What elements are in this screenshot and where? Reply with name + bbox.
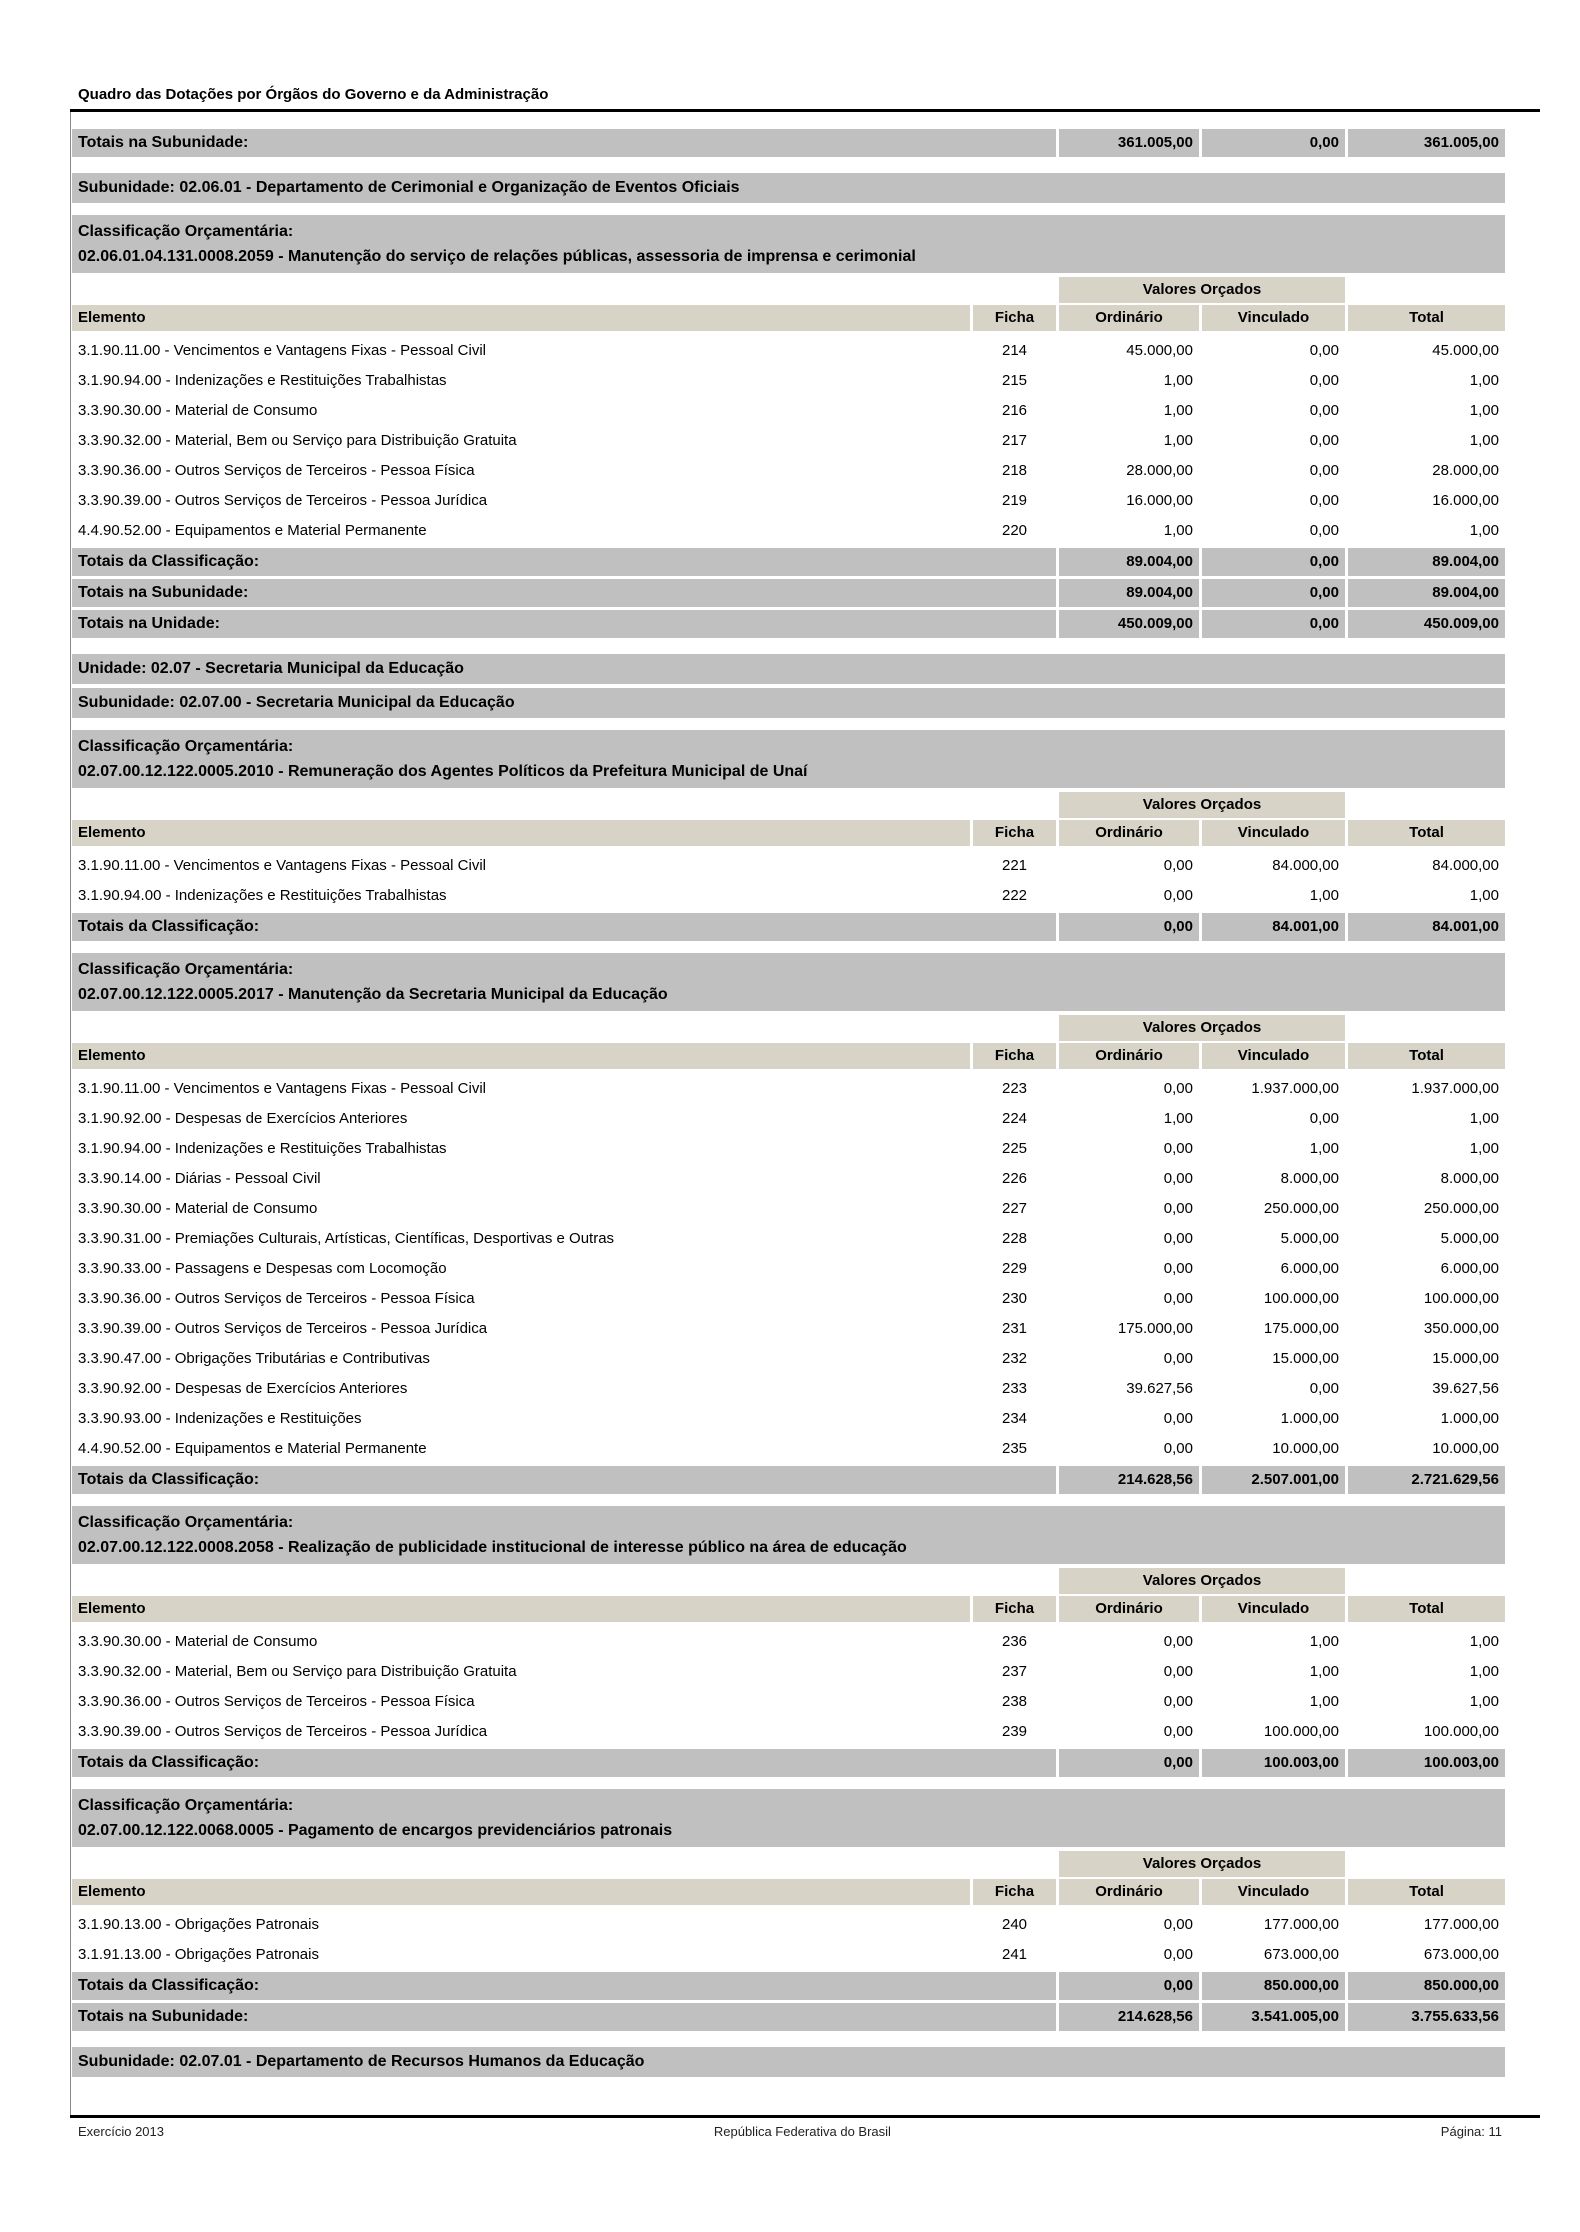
classification-label: Classificação Orçamentária: xyxy=(78,738,294,755)
row-vinculado: 15.000,00 xyxy=(1202,1344,1345,1374)
row-ficha: 230 xyxy=(973,1284,1056,1314)
classification-code: 02.06.01.04.131.0008.2059 - Manutenção do serviço de relações públicas, assessoria de imprensa e cerimonial xyxy=(78,248,916,265)
classification-block xyxy=(72,730,1505,788)
row-elemento: 3.3.90.36.00 - Outros Serviços de Terceiros - Pessoa Física xyxy=(72,456,970,486)
valores-orcados-band xyxy=(72,792,1505,818)
section-bar: Subunidade: 02.06.01 - Departamento de Cerimonial e Organização de Eventos Oficiais xyxy=(72,173,1505,203)
table-row xyxy=(72,1374,1505,1404)
row-total: 6.000,00 xyxy=(1348,1254,1505,1284)
row-vinculado: 6.000,00 xyxy=(1202,1254,1345,1284)
row-total: 5.000,00 xyxy=(1348,1224,1505,1254)
totals-vinculado-value: 3.541.005,00 xyxy=(1202,2003,1345,2031)
table-header-row xyxy=(72,1879,1505,1905)
totals-ordinario-value: 0,00 xyxy=(1059,913,1199,941)
row-elemento: 3.3.90.30.00 - Material de Consumo xyxy=(72,1627,970,1657)
row-elemento: 3.3.90.14.00 - Diárias - Pessoal Civil xyxy=(72,1164,970,1194)
totals-vinculado-value: 2.507.001,00 xyxy=(1202,1466,1345,1494)
column-header-ordinario: Ordinário xyxy=(1059,1596,1199,1622)
valores-orcados-label: Valores Orçados xyxy=(1059,1015,1345,1041)
column-header-ficha: Ficha xyxy=(973,1879,1056,1905)
row-ficha: 239 xyxy=(973,1717,1056,1747)
row-vinculado: 0,00 xyxy=(1202,456,1345,486)
row-elemento: 3.3.90.32.00 - Material, Bem ou Serviço para Distribuição Gratuita xyxy=(72,1657,970,1687)
totals-label: Totais da Classificação: xyxy=(72,548,1056,576)
classification-label: Classificação Orçamentária: xyxy=(78,1797,294,1814)
totals-label: Totais da Classificação: xyxy=(72,1466,1056,1494)
classification-block xyxy=(72,215,1505,273)
report-body xyxy=(72,127,1505,2081)
totals-vinculado-value: 84.001,00 xyxy=(1202,913,1345,941)
row-total: 1.000,00 xyxy=(1348,1404,1505,1434)
column-header-ordinario: Ordinário xyxy=(1059,820,1199,846)
column-header-vinculado: Vinculado xyxy=(1202,305,1345,331)
column-header-vinculado: Vinculado xyxy=(1202,1879,1345,1905)
row-total: 45.000,00 xyxy=(1348,336,1505,366)
row-ordinario: 175.000,00 xyxy=(1059,1314,1199,1344)
table-row xyxy=(72,516,1505,546)
table-row xyxy=(72,1717,1505,1747)
row-total: 39.627,56 xyxy=(1348,1374,1505,1404)
table-row xyxy=(72,1104,1505,1134)
totals-total-value: 2.721.629,56 xyxy=(1348,1466,1505,1494)
valores-orcados-label: Valores Orçados xyxy=(1059,1851,1345,1877)
row-ordinario: 0,00 xyxy=(1059,881,1199,911)
classification-code: 02.07.00.12.122.0005.2010 - Remuneração dos Agentes Políticos da Prefeitura Municipal de Unaí xyxy=(78,763,808,780)
valores-orcados-label: Valores Orçados xyxy=(1059,1568,1345,1594)
row-total: 84.000,00 xyxy=(1348,851,1505,881)
totals-total-value: 89.004,00 xyxy=(1348,548,1505,576)
row-ficha: 223 xyxy=(973,1074,1056,1104)
table-row xyxy=(72,1344,1505,1374)
totals-ordinario-value: 361.005,00 xyxy=(1059,129,1199,157)
row-total: 8.000,00 xyxy=(1348,1164,1505,1194)
valores-orcados-label: Valores Orçados xyxy=(1059,792,1345,818)
column-header-ficha: Ficha xyxy=(973,305,1056,331)
row-ordinario: 0,00 xyxy=(1059,1657,1199,1687)
row-ficha: 222 xyxy=(973,881,1056,911)
row-vinculado: 1,00 xyxy=(1202,1687,1345,1717)
valores-orcados-band xyxy=(72,277,1505,303)
totals-total-value: 850.000,00 xyxy=(1348,1972,1505,2000)
table-header-row xyxy=(72,1043,1505,1069)
row-elemento: 3.1.90.94.00 - Indenizações e Restituições Trabalhistas xyxy=(72,881,970,911)
row-vinculado: 0,00 xyxy=(1202,1374,1345,1404)
row-total: 1,00 xyxy=(1348,1134,1505,1164)
row-ficha: 225 xyxy=(973,1134,1056,1164)
table-row xyxy=(72,1940,1505,1970)
row-total: 15.000,00 xyxy=(1348,1344,1505,1374)
totals-total-value: 100.003,00 xyxy=(1348,1749,1505,1777)
row-ordinario: 0,00 xyxy=(1059,1404,1199,1434)
valores-orcados-label: Valores Orçados xyxy=(1059,277,1345,303)
totals-label: Totais da Classificação: xyxy=(72,1749,1056,1777)
section-bar: Subunidade: 02.07.00 - Secretaria Municipal da Educação xyxy=(72,688,1505,718)
row-vinculado: 175.000,00 xyxy=(1202,1314,1345,1344)
classification-block xyxy=(72,1506,1505,1564)
row-vinculado: 100.000,00 xyxy=(1202,1717,1345,1747)
column-header-elemento: Elemento xyxy=(72,1596,970,1622)
row-total: 1,00 xyxy=(1348,1104,1505,1134)
row-elemento: 3.1.90.11.00 - Vencimentos e Vantagens Fixas - Pessoal Civil xyxy=(72,851,970,881)
row-ficha: 235 xyxy=(973,1434,1056,1464)
totals-vinculado-value: 0,00 xyxy=(1202,610,1345,638)
row-vinculado: 0,00 xyxy=(1202,366,1345,396)
row-total: 100.000,00 xyxy=(1348,1284,1505,1314)
row-total: 10.000,00 xyxy=(1348,1434,1505,1464)
totals-row xyxy=(72,610,1505,638)
row-ordinario: 1,00 xyxy=(1059,396,1199,426)
totals-vinculado-value: 0,00 xyxy=(1202,548,1345,576)
table-row xyxy=(72,1194,1505,1224)
row-ficha: 236 xyxy=(973,1627,1056,1657)
table-row xyxy=(72,1164,1505,1194)
row-elemento: 3.3.90.36.00 - Outros Serviços de Terceiros - Pessoa Física xyxy=(72,1284,970,1314)
row-elemento: 3.3.90.32.00 - Material, Bem ou Serviço para Distribuição Gratuita xyxy=(72,426,970,456)
totals-ordinario-value: 89.004,00 xyxy=(1059,579,1199,607)
row-elemento: 3.3.90.30.00 - Material de Consumo xyxy=(72,1194,970,1224)
row-elemento: 3.1.90.92.00 - Despesas de Exercícios Anteriores xyxy=(72,1104,970,1134)
row-vinculado: 0,00 xyxy=(1202,336,1345,366)
row-ordinario: 0,00 xyxy=(1059,1940,1199,1970)
row-vinculado: 100.000,00 xyxy=(1202,1284,1345,1314)
totals-vinculado-value: 0,00 xyxy=(1202,579,1345,607)
row-elemento: 3.1.90.94.00 - Indenizações e Restituições Trabalhistas xyxy=(72,1134,970,1164)
row-ficha: 240 xyxy=(973,1910,1056,1940)
row-ordinario: 39.627,56 xyxy=(1059,1374,1199,1404)
row-ordinario: 0,00 xyxy=(1059,1717,1199,1747)
table-row xyxy=(72,456,1505,486)
totals-label: Totais na Unidade: xyxy=(72,610,1056,638)
totals-vinculado-value: 0,00 xyxy=(1202,129,1345,157)
row-vinculado: 0,00 xyxy=(1202,516,1345,546)
row-ficha: 234 xyxy=(973,1404,1056,1434)
footer-page-number: Página: 11 xyxy=(1440,2124,1502,2139)
table-row xyxy=(72,396,1505,426)
row-ordinario: 0,00 xyxy=(1059,1164,1199,1194)
totals-label: Totais na Subunidade: xyxy=(72,129,1056,157)
row-elemento: 3.3.90.47.00 - Obrigações Tributárias e Contributivas xyxy=(72,1344,970,1374)
row-elemento: 3.3.90.39.00 - Outros Serviços de Terceiros - Pessoa Jurídica xyxy=(72,486,970,516)
row-ficha: 233 xyxy=(973,1374,1056,1404)
row-ordinario: 1,00 xyxy=(1059,516,1199,546)
table-row xyxy=(72,1314,1505,1344)
row-elemento: 4.4.90.52.00 - Equipamentos e Material Permanente xyxy=(72,516,970,546)
row-total: 250.000,00 xyxy=(1348,1194,1505,1224)
row-elemento: 3.3.90.93.00 - Indenizações e Restituições xyxy=(72,1404,970,1434)
table-row xyxy=(72,1687,1505,1717)
row-elemento: 4.4.90.52.00 - Equipamentos e Material Permanente xyxy=(72,1434,970,1464)
totals-vinculado-value: 850.000,00 xyxy=(1202,1972,1345,2000)
row-ficha: 228 xyxy=(973,1224,1056,1254)
row-vinculado: 10.000,00 xyxy=(1202,1434,1345,1464)
row-ordinario: 0,00 xyxy=(1059,1284,1199,1314)
valores-orcados-band xyxy=(72,1851,1505,1877)
row-vinculado: 0,00 xyxy=(1202,1104,1345,1134)
row-vinculado: 1.937.000,00 xyxy=(1202,1074,1345,1104)
row-elemento: 3.3.90.36.00 - Outros Serviços de Terceiros - Pessoa Física xyxy=(72,1687,970,1717)
page-footer xyxy=(78,2124,1502,2139)
row-vinculado: 673.000,00 xyxy=(1202,1940,1345,1970)
table-row xyxy=(72,486,1505,516)
table-row xyxy=(72,1224,1505,1254)
column-header-vinculado: Vinculado xyxy=(1202,820,1345,846)
row-ordinario: 0,00 xyxy=(1059,1224,1199,1254)
column-header-total: Total xyxy=(1348,1879,1505,1905)
row-total: 1.937.000,00 xyxy=(1348,1074,1505,1104)
totals-ordinario-value: 214.628,56 xyxy=(1059,1466,1199,1494)
classification-code: 02.07.00.12.122.0068.0005 - Pagamento de encargos previdenciários patronais xyxy=(78,1822,673,1839)
table-row xyxy=(72,881,1505,911)
row-ordinario: 0,00 xyxy=(1059,1434,1199,1464)
column-header-vinculado: Vinculado xyxy=(1202,1043,1345,1069)
totals-ordinario-value: 0,00 xyxy=(1059,1749,1199,1777)
totals-ordinario-value: 89.004,00 xyxy=(1059,548,1199,576)
row-total: 1,00 xyxy=(1348,1687,1505,1717)
table-row xyxy=(72,1434,1505,1464)
column-header-total: Total xyxy=(1348,1596,1505,1622)
totals-vinculado-value: 100.003,00 xyxy=(1202,1749,1345,1777)
totals-row xyxy=(72,548,1505,576)
row-ordinario: 1,00 xyxy=(1059,1104,1199,1134)
totals-ordinario-value: 450.009,00 xyxy=(1059,610,1199,638)
row-ordinario: 0,00 xyxy=(1059,1134,1199,1164)
row-vinculado: 177.000,00 xyxy=(1202,1910,1345,1940)
row-ficha: 226 xyxy=(973,1164,1056,1194)
row-ordinario: 0,00 xyxy=(1059,1627,1199,1657)
valores-orcados-band xyxy=(72,1015,1505,1041)
row-ficha: 216 xyxy=(973,396,1056,426)
row-vinculado: 0,00 xyxy=(1202,396,1345,426)
classification-label: Classificação Orçamentária: xyxy=(78,1514,294,1531)
row-vinculado: 0,00 xyxy=(1202,486,1345,516)
row-vinculado: 1.000,00 xyxy=(1202,1404,1345,1434)
classification-label: Classificação Orçamentária: xyxy=(78,223,294,240)
row-ordinario: 0,00 xyxy=(1059,1687,1199,1717)
row-ficha: 238 xyxy=(973,1687,1056,1717)
row-ficha: 232 xyxy=(973,1344,1056,1374)
totals-total-value: 3.755.633,56 xyxy=(1348,2003,1505,2031)
row-ficha: 227 xyxy=(973,1194,1056,1224)
footer-rule xyxy=(70,2115,1540,2118)
totals-total-value: 361.005,00 xyxy=(1348,129,1505,157)
table-header-row xyxy=(72,305,1505,331)
classification-block xyxy=(72,1789,1505,1847)
totals-label: Totais na Subunidade: xyxy=(72,2003,1056,2031)
row-total: 1,00 xyxy=(1348,1657,1505,1687)
table-row xyxy=(72,1627,1505,1657)
row-ficha: 241 xyxy=(973,1940,1056,1970)
row-ficha: 221 xyxy=(973,851,1056,881)
row-total: 1,00 xyxy=(1348,396,1505,426)
row-ordinario: 0,00 xyxy=(1059,1344,1199,1374)
column-header-ordinario: Ordinário xyxy=(1059,1043,1199,1069)
report-title: Quadro das Dotações por Órgãos do Governo e da Administração xyxy=(78,86,549,103)
row-vinculado: 1,00 xyxy=(1202,1134,1345,1164)
row-ficha: 237 xyxy=(973,1657,1056,1687)
row-ficha: 217 xyxy=(973,426,1056,456)
column-header-vinculado: Vinculado xyxy=(1202,1596,1345,1622)
column-header-total: Total xyxy=(1348,820,1505,846)
totals-label: Totais da Classificação: xyxy=(72,913,1056,941)
classification-block xyxy=(72,953,1505,1011)
row-ficha: 220 xyxy=(973,516,1056,546)
valores-orcados-band xyxy=(72,1568,1505,1594)
table-row xyxy=(72,1134,1505,1164)
totals-row xyxy=(72,579,1505,607)
row-ordinario: 1,00 xyxy=(1059,366,1199,396)
totals-row xyxy=(72,913,1505,941)
row-vinculado: 8.000,00 xyxy=(1202,1164,1345,1194)
totals-total-value: 450.009,00 xyxy=(1348,610,1505,638)
row-ficha: 229 xyxy=(973,1254,1056,1284)
row-ordinario: 0,00 xyxy=(1059,1194,1199,1224)
row-elemento: 3.3.90.92.00 - Despesas de Exercícios Anteriores xyxy=(72,1374,970,1404)
section-bar: Unidade: 02.07 - Secretaria Municipal da Educação xyxy=(72,654,1505,684)
table-row xyxy=(72,1404,1505,1434)
row-total: 350.000,00 xyxy=(1348,1314,1505,1344)
column-header-ordinario: Ordinário xyxy=(1059,1879,1199,1905)
row-elemento: 3.3.90.33.00 - Passagens e Despesas com Locomoção xyxy=(72,1254,970,1284)
totals-row xyxy=(72,2003,1505,2031)
classification-code: 02.07.00.12.122.0005.2017 - Manutenção da Secretaria Municipal da Educação xyxy=(78,986,668,1003)
row-total: 1,00 xyxy=(1348,426,1505,456)
column-header-elemento: Elemento xyxy=(72,1879,970,1905)
row-vinculado: 84.000,00 xyxy=(1202,851,1345,881)
row-total: 177.000,00 xyxy=(1348,1910,1505,1940)
classification-code: 02.07.00.12.122.0008.2058 - Realização de publicidade institucional de interesse público na área de educação xyxy=(78,1539,907,1556)
row-elemento: 3.1.90.13.00 - Obrigações Patronais xyxy=(72,1910,970,1940)
totals-row xyxy=(72,1466,1505,1494)
row-elemento: 3.1.90.11.00 - Vencimentos e Vantagens Fixas - Pessoal Civil xyxy=(72,1074,970,1104)
totals-ordinario-value: 0,00 xyxy=(1059,1972,1199,2000)
column-header-total: Total xyxy=(1348,305,1505,331)
header-rule xyxy=(70,109,1540,112)
row-vinculado: 5.000,00 xyxy=(1202,1224,1345,1254)
row-elemento: 3.1.90.11.00 - Vencimentos e Vantagens Fixas - Pessoal Civil xyxy=(72,336,970,366)
table-header-row xyxy=(72,820,1505,846)
column-header-total: Total xyxy=(1348,1043,1505,1069)
totals-total-value: 84.001,00 xyxy=(1348,913,1505,941)
row-elemento: 3.1.90.94.00 - Indenizações e Restituições Trabalhistas xyxy=(72,366,970,396)
totals-ordinario-value: 214.628,56 xyxy=(1059,2003,1199,2031)
table-header-row xyxy=(72,1596,1505,1622)
row-total: 1,00 xyxy=(1348,516,1505,546)
table-row xyxy=(72,1910,1505,1940)
row-total: 1,00 xyxy=(1348,881,1505,911)
column-header-ordinario: Ordinário xyxy=(1059,305,1199,331)
row-ficha: 231 xyxy=(973,1314,1056,1344)
row-ordinario: 1,00 xyxy=(1059,426,1199,456)
row-elemento: 3.3.90.30.00 - Material de Consumo xyxy=(72,396,970,426)
row-elemento: 3.3.90.39.00 - Outros Serviços de Terceiros - Pessoa Jurídica xyxy=(72,1717,970,1747)
totals-total-value: 89.004,00 xyxy=(1348,579,1505,607)
row-elemento: 3.3.90.39.00 - Outros Serviços de Terceiros - Pessoa Jurídica xyxy=(72,1314,970,1344)
column-header-elemento: Elemento xyxy=(72,1043,970,1069)
row-ordinario: 0,00 xyxy=(1059,851,1199,881)
row-ordinario: 0,00 xyxy=(1059,1254,1199,1284)
row-vinculado: 0,00 xyxy=(1202,426,1345,456)
table-row xyxy=(72,1254,1505,1284)
totals-row xyxy=(72,129,1505,157)
row-total: 100.000,00 xyxy=(1348,1717,1505,1747)
table-row xyxy=(72,1284,1505,1314)
row-total: 28.000,00 xyxy=(1348,456,1505,486)
table-row xyxy=(72,1657,1505,1687)
footer-exercise: Exercício 2013 xyxy=(78,2124,164,2139)
column-header-ficha: Ficha xyxy=(973,1596,1056,1622)
totals-row xyxy=(72,1749,1505,1777)
row-ficha: 224 xyxy=(973,1104,1056,1134)
row-ficha: 214 xyxy=(973,336,1056,366)
table-row xyxy=(72,851,1505,881)
row-total: 1,00 xyxy=(1348,1627,1505,1657)
section-bar: Subunidade: 02.07.01 - Departamento de Recursos Humanos da Educação xyxy=(72,2047,1505,2077)
row-ordinario: 0,00 xyxy=(1059,1910,1199,1940)
column-header-elemento: Elemento xyxy=(72,820,970,846)
row-ordinario: 16.000,00 xyxy=(1059,486,1199,516)
column-header-ficha: Ficha xyxy=(973,820,1056,846)
row-total: 1,00 xyxy=(1348,366,1505,396)
row-ficha: 218 xyxy=(973,456,1056,486)
totals-label: Totais da Classificação: xyxy=(72,1972,1056,2000)
row-vinculado: 1,00 xyxy=(1202,881,1345,911)
footer-country: República Federativa do Brasil xyxy=(713,2124,891,2139)
column-header-ficha: Ficha xyxy=(973,1043,1056,1069)
column-header-elemento: Elemento xyxy=(72,305,970,331)
totals-row xyxy=(72,1972,1505,2000)
row-total: 16.000,00 xyxy=(1348,486,1505,516)
row-total: 673.000,00 xyxy=(1348,1940,1505,1970)
table-row xyxy=(72,366,1505,396)
row-elemento: 3.3.90.31.00 - Premiações Culturais, Artísticas, Científicas, Desportivas e Outras xyxy=(72,1224,970,1254)
table-row xyxy=(72,336,1505,366)
row-vinculado: 1,00 xyxy=(1202,1627,1345,1657)
row-ordinario: 0,00 xyxy=(1059,1074,1199,1104)
totals-label: Totais na Subunidade: xyxy=(72,579,1056,607)
row-ordinario: 28.000,00 xyxy=(1059,456,1199,486)
table-row xyxy=(72,426,1505,456)
row-vinculado: 1,00 xyxy=(1202,1657,1345,1687)
classification-label: Classificação Orçamentária: xyxy=(78,961,294,978)
row-ordinario: 45.000,00 xyxy=(1059,336,1199,366)
row-vinculado: 250.000,00 xyxy=(1202,1194,1345,1224)
row-ficha: 219 xyxy=(973,486,1056,516)
left-margin-rule xyxy=(70,112,71,2115)
row-elemento: 3.1.91.13.00 - Obrigações Patronais xyxy=(72,1940,970,1970)
row-ficha: 215 xyxy=(973,366,1056,396)
table-row xyxy=(72,1074,1505,1104)
